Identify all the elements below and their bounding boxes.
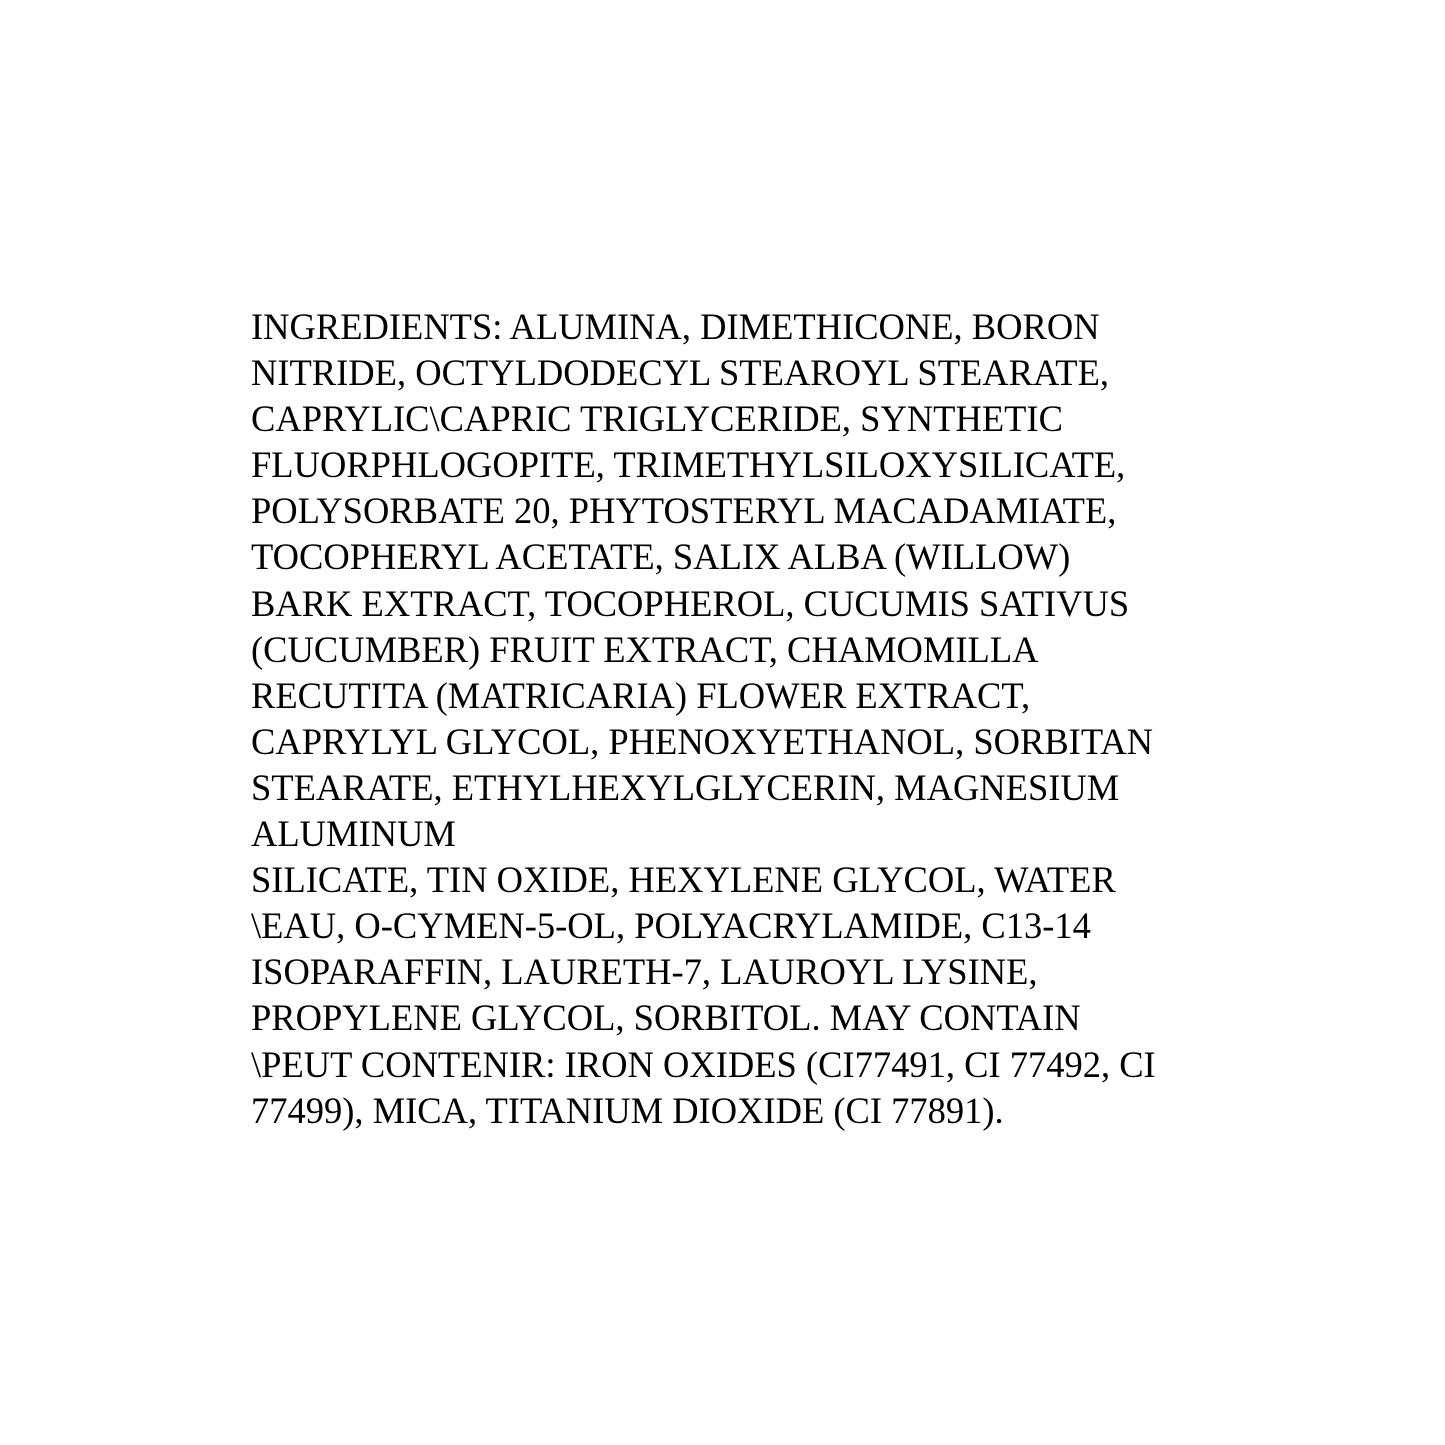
ingredients-line: STEARATE, ETHYLHEXYLGLYCERIN, MAGNESIUM [251,766,1120,808]
ingredients-line: RECUTITA (MATRICARIA) FLOWER EXTRACT, [251,674,1031,716]
ingredients-line: 77499), MICA, TITANIUM DIOXIDE (CI 77891). [251,1089,1004,1131]
ingredients-line: FLUORPHLOGOPITE, TRIMETHYLSILOXYSILICATE, [251,444,1126,486]
ingredients-line: INGREDIENTS: ALUMINA, DIMETHICONE, BORON [251,306,1100,347]
ingredients-line: CAPRYLIC\CAPRIC TRIGLYCERIDE, SYNTHETIC [251,398,1063,440]
ingredients-line: PROPYLENE GLYCOL, SORBITOL. MAY CONTAIN [251,997,1081,1039]
ingredients-line: ALUMINUM [251,813,456,855]
ingredients-line: NITRIDE, OCTYLDODECYL STEAROYL STEARATE, [251,352,1110,394]
ingredients-line: \EAU, O-CYMEN-5-OL, POLYACRYLAMIDE, C13-14 [251,905,1091,947]
ingredients-line: (CUCUMBER) FRUIT EXTRACT, CHAMOMILLA [251,628,1039,670]
ingredients-line: \PEUT CONTENIR: IRON OXIDES (CI77491, CI 77492, CI [251,1043,1156,1085]
ingredients-line: ISOPARAFFIN, LAURETH-7, LAUROYL LYSINE, [251,951,1038,993]
ingredients-line: SILICATE, TIN OXIDE, HEXYLENE GLYCOL, WATER [251,859,1116,901]
ingredients-line: BARK EXTRACT, TOCOPHEROL, CUCUMIS SATIVUS [251,582,1130,624]
ingredients-text-block [251,304,1251,1134]
ingredients-line: CAPRYLYL GLYCOL, PHENOXYETHANOL, SORBITAN [251,720,1153,762]
ingredients-line: POLYSORBATE 20, PHYTOSTERYL MACADAMIATE, [251,490,1117,532]
ingredients-line: TOCOPHERYL ACETATE, SALIX ALBA (WILLOW) [251,536,1071,578]
